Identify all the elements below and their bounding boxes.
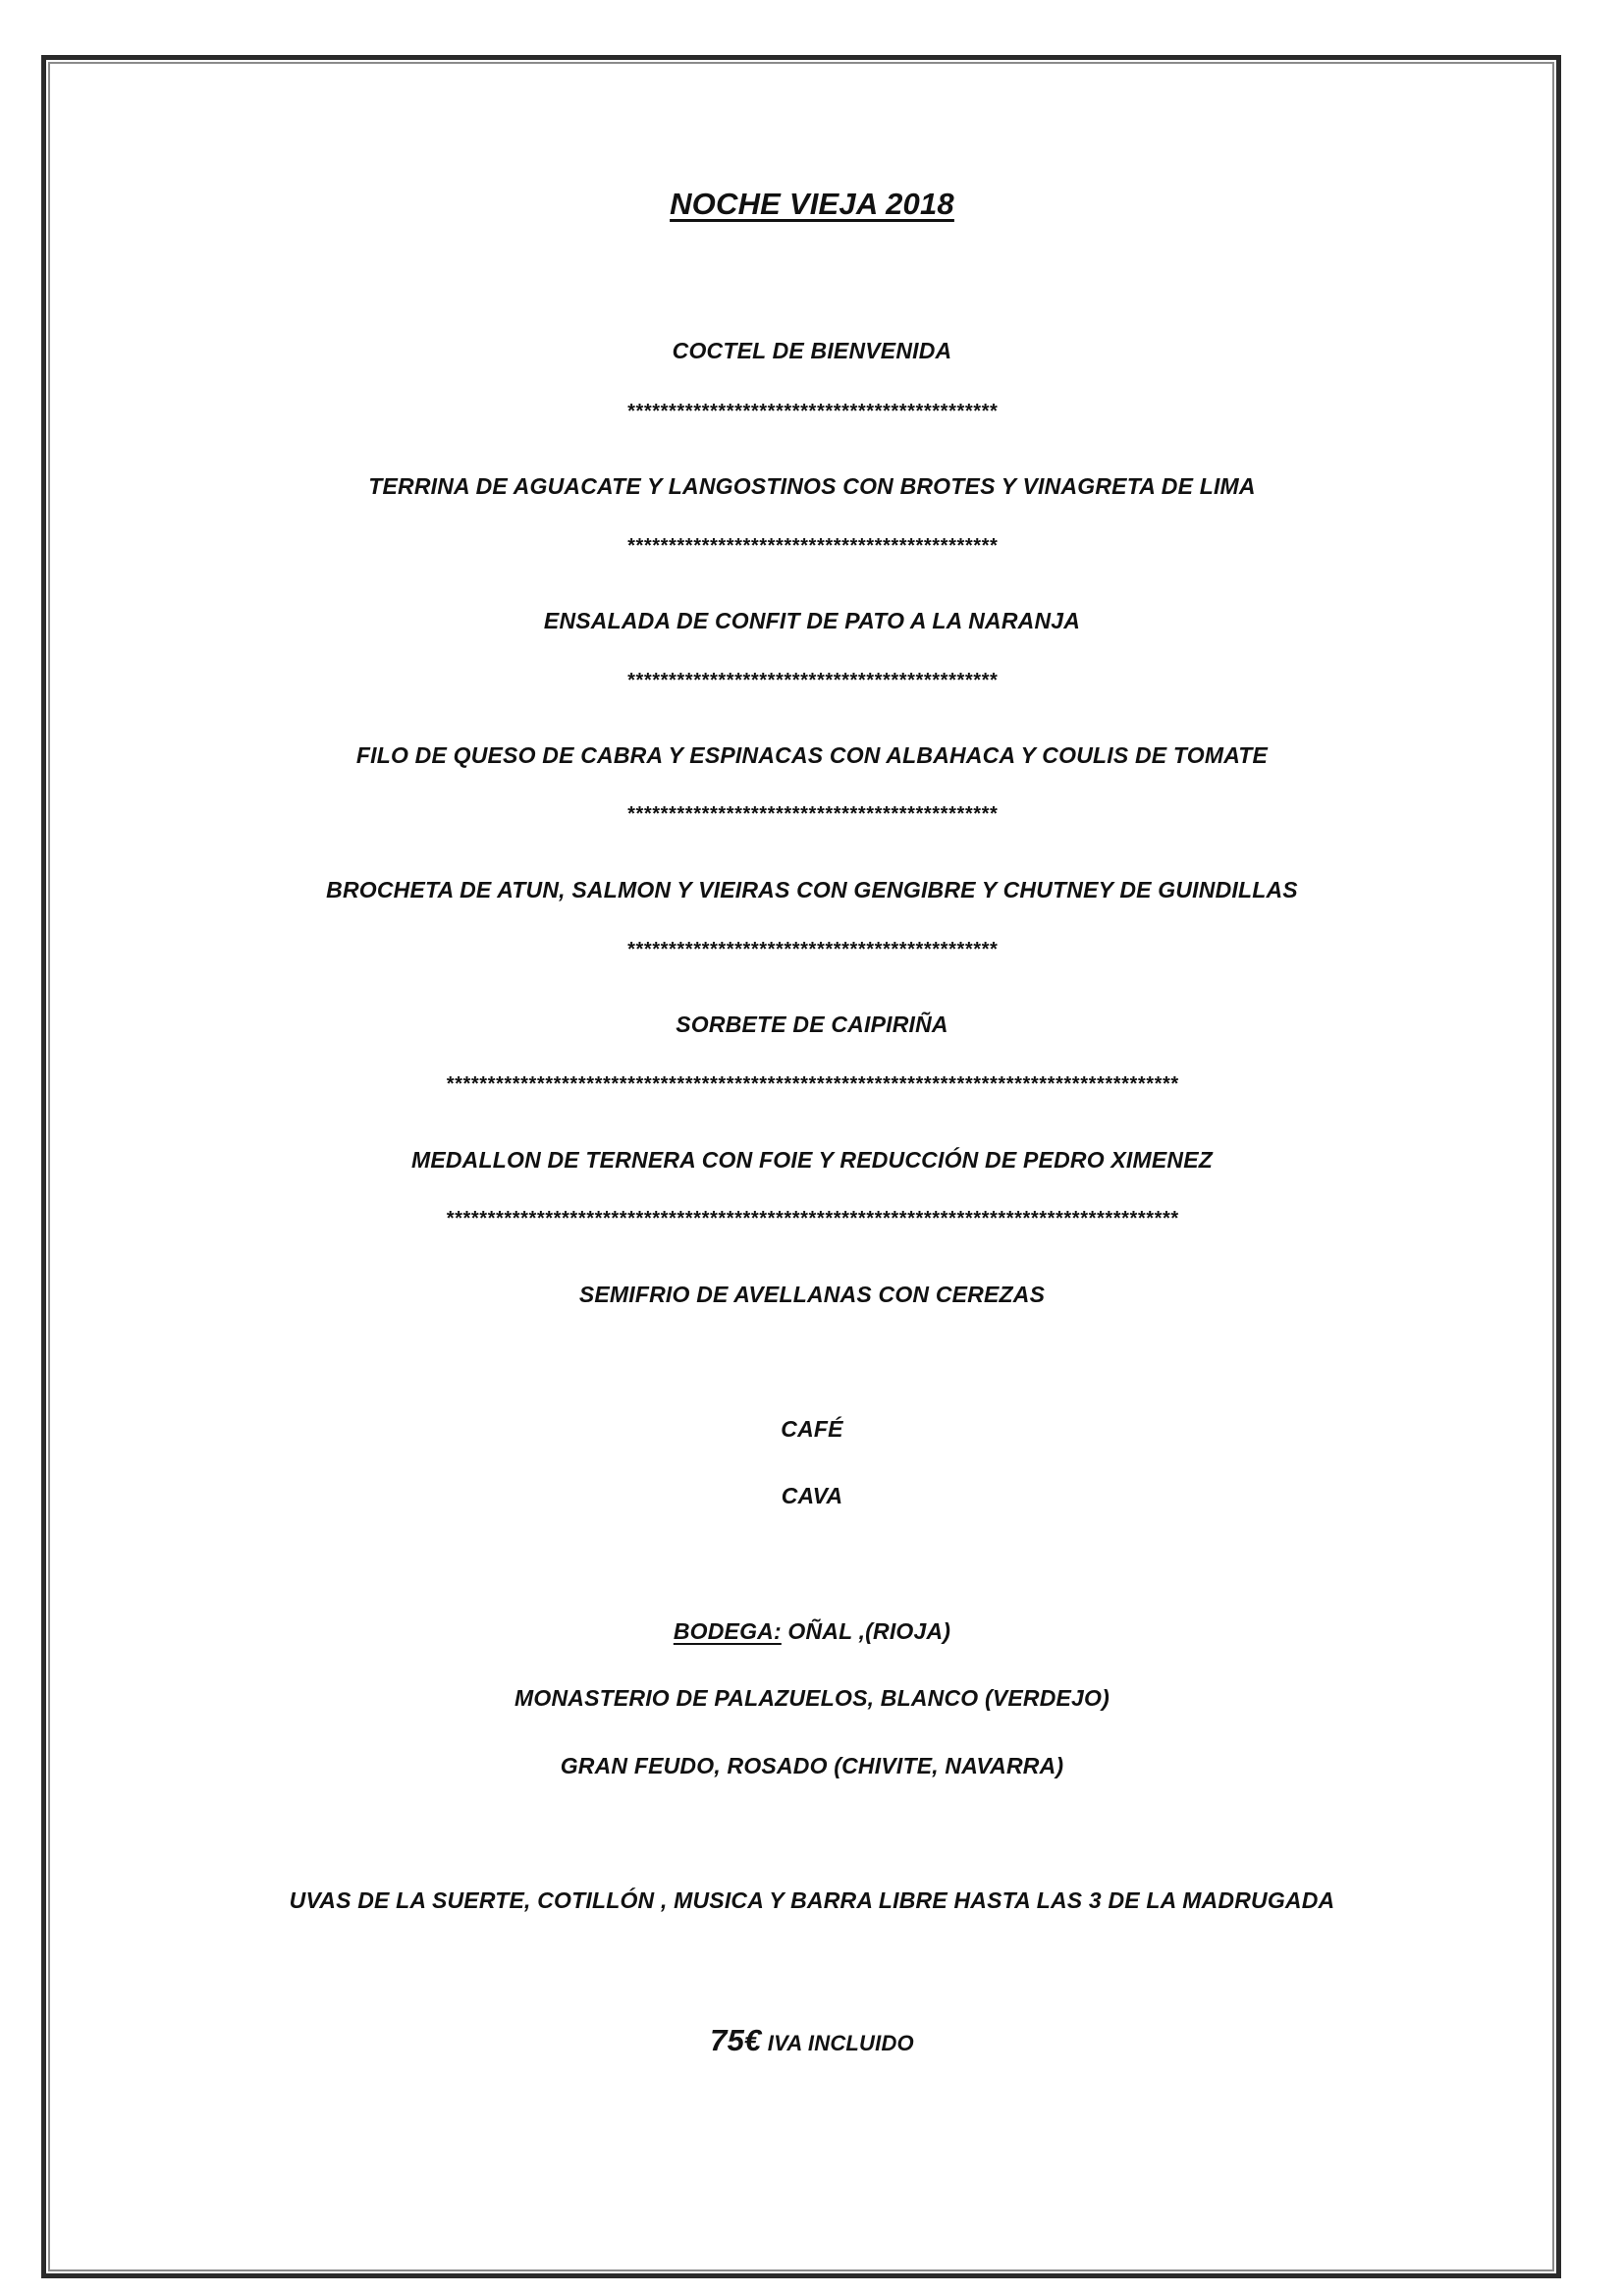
course-item: MEDALLON DE TERNERA CON FOIE Y REDUCCIÓN DE PEDRO XIMENEZ	[410, 1147, 1214, 1173]
dessert-item: SEMIFRIO DE AVELLANAS CON CEREZAS	[578, 1282, 1046, 1307]
separator-long: *****************************************************************************************	[445, 1208, 1179, 1230]
separator: *********************************************	[626, 939, 998, 960]
separator: *********************************************	[626, 401, 998, 422]
wine-white: MONASTERIO DE PALAZUELOS, BLANCO (VERDEJO)	[514, 1685, 1110, 1711]
course-item: ENSALADA DE CONFIT DE PATO A LA NARANJA	[543, 608, 1081, 633]
separator: *********************************************	[626, 803, 998, 825]
price-note: IVA INCLUIDO	[761, 2031, 914, 2055]
extras-line: UVAS DE LA SUERTE, COTILLÓN , MUSICA Y BARRA LIBRE HASTA LAS 3 DE LA MADRUGADA	[289, 1887, 1335, 1913]
wine-red-name: OÑAL ,(RIOJA)	[781, 1618, 951, 1644]
separator-long: *****************************************************************************************	[445, 1073, 1179, 1095]
course-item: TERRINA DE AGUACATE Y LANGOSTINOS CON BROTES Y VINAGRETA DE LIMA	[368, 473, 1256, 499]
course-item: FILO DE QUESO DE CABRA Y ESPINACAS CON ALBAHACA Y COULIS DE TOMATE	[355, 742, 1269, 768]
price-line	[0, 2023, 1624, 2058]
wine-rose: GRAN FEUDO, ROSADO (CHIVITE, NAVARRA)	[560, 1753, 1064, 1778]
welcome-cocktail: COCTEL DE BIENVENIDA	[672, 338, 952, 363]
wine-label: BODEGA:	[673, 1618, 782, 1644]
course-item: SORBETE DE CAIPIRIÑA	[676, 1011, 948, 1037]
drink-coffee: CAFÉ	[781, 1416, 843, 1442]
separator: *********************************************	[626, 670, 998, 691]
wine-red	[0, 1618, 1624, 1645]
price-amount: 75€	[710, 2023, 762, 2057]
drink-cava: CAVA	[781, 1483, 843, 1508]
separator: *********************************************	[626, 535, 998, 557]
menu-title: NOCHE VIEJA 2018	[670, 187, 954, 221]
course-item: BROCHETA DE ATUN, SALMON Y VIEIRAS CON GENGIBRE Y CHUTNEY DE GUINDILLAS	[326, 877, 1298, 902]
